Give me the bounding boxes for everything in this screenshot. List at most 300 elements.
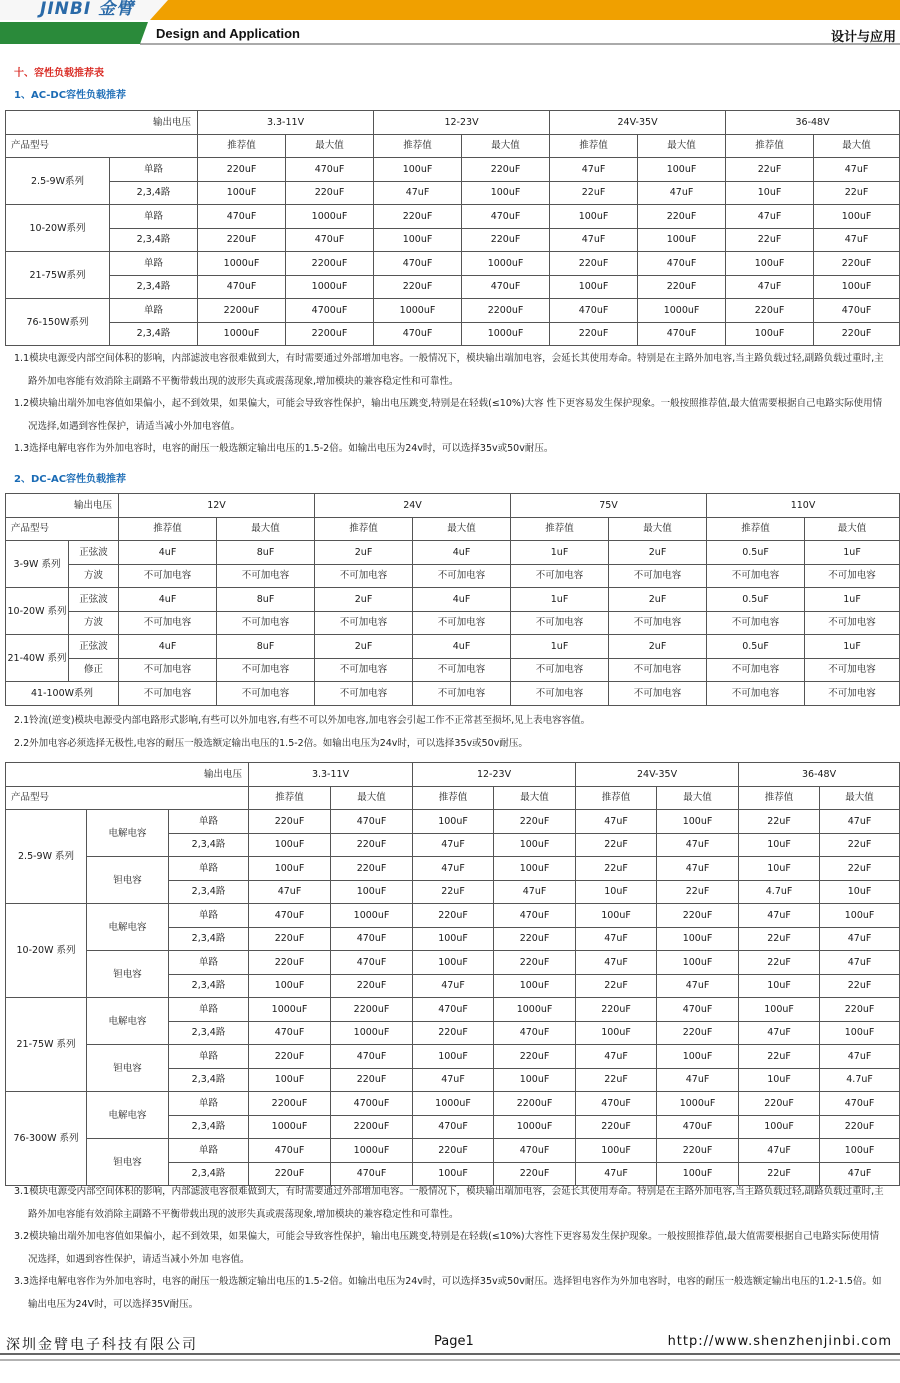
capacitance-value: 470uF [820,1092,900,1116]
output-path: 2,3,4路 [110,322,198,346]
capacitance-value: 2uF [315,635,413,659]
capacitance-value: 220uF [820,1115,900,1139]
capacitance-value: 100uF [413,810,494,834]
table-row [6,181,900,205]
capacitance-value: 100uF [638,228,726,252]
voltage-range-header: 12-23V [374,111,550,135]
capacitance-value: 220uF [249,927,331,951]
output-path: 单路 [169,810,249,834]
capacitance-value: 220uF [413,1021,494,1045]
capacitance-value: 220uF [814,252,900,276]
capacitance-value: 2200uF [286,322,374,346]
capacitance-value: 1000uF [638,299,726,323]
output-path: 单路 [169,998,249,1022]
table-row [6,857,900,881]
subsection-dc-ac: 2、DC-AC容性负载推荐 [14,474,127,485]
capacitor-type: 电解电容 [87,904,169,951]
capacitance-value: 470uF [198,205,286,229]
capacitance-value: 不可加电容 [609,658,707,682]
recommended-header: 推荐值 [739,786,820,810]
capacitance-value: 47uF [550,228,638,252]
logo: JINBI 金臂 [40,0,135,19]
capacitance-value: 1uF [511,541,609,565]
capacitance-value: 47uF [576,1162,657,1186]
capacitance-value: 4.7uF [820,1068,900,1092]
capacitance-value: 不可加电容 [805,611,900,635]
capacitance-value: 22uF [820,833,900,857]
capacitance-value: 1000uF [462,322,550,346]
capacitance-value: 4uF [413,541,511,565]
capacitor-type: 钽电容 [87,1045,169,1092]
capacitance-value: 47uF [739,1021,820,1045]
capacitance-value: 4uF [413,635,511,659]
capacitance-value: 100uF [413,951,494,975]
output-path: 2,3,4路 [169,1115,249,1139]
table-row [6,541,900,565]
capacitance-value: 47uF [413,857,494,881]
capacitance-value: 220uF [494,1045,576,1069]
capacitance-value: 470uF [657,1115,739,1139]
note-paragraph: 3.2模块输出端外加电容值如果偏小，起不到效果，如果偏大，可能会导致容性保护，输出电压跳变,特别是在轻载(≤10%)大容性下更容易发生保护现象。一般按照推荐值,最大值需要根据自己电路实际使用情况选择，如遇到容性保护，请适当减小外加 电容值。 [14,1231,880,1265]
capacitance-value: 470uF [638,252,726,276]
capacitor-type: 钽电容 [87,951,169,998]
capacitance-value: 1000uF [331,904,413,928]
capacitance-value: 47uF [413,1068,494,1092]
capacitance-value: 22uF [820,974,900,998]
capacitance-value: 0.5uF [707,635,805,659]
capacitor-type: 钽电容 [87,857,169,904]
capacitance-value: 470uF [374,252,462,276]
recommended-header: 推荐值 [576,786,657,810]
capacitance-value: 2uF [609,588,707,612]
capacitance-value: 1uF [805,635,900,659]
voltage-range-header: 12-23V [413,763,576,787]
capacitance-value: 1000uF [249,1115,331,1139]
capacitance-value: 100uF [576,904,657,928]
capacitance-value: 47uF [820,927,900,951]
capacitance-value: 100uF [249,974,331,998]
capacitance-value: 47uF [576,810,657,834]
recommended-header: 推荐值 [726,134,814,158]
capacitance-value: 2uF [315,588,413,612]
capacitance-value: 22uF [820,857,900,881]
capacitance-value: 220uF [576,1115,657,1139]
max-header: 最大值 [609,517,707,541]
note-paragraph: 2.2外加电容必须选择无极性,电容的耐压一般选额定输出电压的1.5-2倍。如输出电压为24v时，可以选择35v或50v耐压。 [14,737,528,749]
table-row [6,682,900,706]
capacitance-value: 220uF [331,857,413,881]
voltage-range-header: 24V-35V [550,111,726,135]
model-series: 10-20W系列 [6,205,110,252]
output-path: 2,3,4路 [169,1021,249,1045]
title-english: Design and Application [156,26,300,41]
capacitance-value: 0.5uF [707,541,805,565]
page-number: Page1 [434,1334,474,1349]
table-row [6,1045,900,1069]
capacitance-value: 220uF [657,1139,739,1163]
capacitance-value: 22uF [576,1068,657,1092]
capacitance-value: 100uF [638,158,726,182]
capacitance-value: 不可加电容 [315,658,413,682]
capacitance-value: 1000uF [494,998,576,1022]
capacitance-value: 47uF [550,158,638,182]
capacitance-value: 100uF [374,158,462,182]
page-footer [0,1328,900,1383]
capacitance-value: 不可加电容 [805,658,900,682]
model-header-label: 产品型号 [6,517,119,541]
capacitance-value: 220uF [374,205,462,229]
capacitance-value: 1uF [805,541,900,565]
max-header: 最大值 [494,786,576,810]
capacitance-value: 220uF [638,205,726,229]
capacitance-value: 470uF [576,1092,657,1116]
max-header: 最大值 [331,786,413,810]
capacitance-value: 100uF [198,181,286,205]
capacitance-value: 100uF [820,904,900,928]
capacitance-value: 220uF [462,228,550,252]
capacitance-value: 不可加电容 [413,564,511,588]
capacitance-value: 220uF [726,299,814,323]
table-row [6,1139,900,1163]
dc-ac-notes [14,710,886,755]
capacitance-value: 47uF [739,1139,820,1163]
capacitance-value: 470uF [331,1162,413,1186]
capacitance-value: 10uF [576,880,657,904]
recommended-header: 推荐值 [315,517,413,541]
capacitance-value: 2200uF [494,1092,576,1116]
capacitance-value: 47uF [576,951,657,975]
capacitance-value: 47uF [657,974,739,998]
capacitance-value: 1000uF [462,252,550,276]
output-path: 单路 [110,205,198,229]
output-path: 2,3,4路 [110,181,198,205]
output-path: 2,3,4路 [169,974,249,998]
waveform-type: 修正 [69,658,119,682]
capacitance-value: 1000uF [286,205,374,229]
capacitance-value: 2200uF [249,1092,331,1116]
waveform-type: 正弦波 [69,588,119,612]
capacitance-value: 470uF [494,1139,576,1163]
capacitance-value: 22uF [413,880,494,904]
capacitance-value: 47uF [657,857,739,881]
capacitance-value: 10uF [739,974,820,998]
model-header-label: 产品型号 [6,786,249,810]
capacitance-value: 1000uF [374,299,462,323]
subsection-ac-dc: 1、AC-DC容性负载推荐 [14,90,127,101]
capacitance-value: 100uF [374,228,462,252]
note-paragraph: 1.1模块电源受内部空间体积的影响，内部滤波电容很难做到大，有时需要通过外部增加电容。一般情况下，模块输出端加电容，会延长其使用寿命。特别是在主路外加电容,当主路负载过轻,副路负载过重时,主路外加电容能有效消除主副路不平衡带载出现的波形失真或震荡现象,增加模块的兼容稳定性和可靠性。 [14,353,884,387]
capacitance-value: 100uF [462,181,550,205]
table-row [6,1092,900,1116]
capacitance-value: 22uF [739,1045,820,1069]
recommended-header: 推荐值 [374,134,462,158]
capacitance-value: 220uF [198,158,286,182]
output-path: 2,3,4路 [169,833,249,857]
model-series: 2.5-9W系列 [6,158,110,205]
capacitance-value: 220uF [249,810,331,834]
capacitance-value: 10uF [739,1068,820,1092]
capacitance-value: 不可加电容 [511,658,609,682]
table-row [6,611,900,635]
model-series: 3-9W 系列 [6,541,69,588]
capacitance-value: 220uF [820,998,900,1022]
capacitance-value: 47uF [657,833,739,857]
table-row [6,299,900,323]
voltage-header: 110V [707,494,900,518]
model-series: 21-75W 系列 [6,998,87,1092]
capacitance-value: 100uF [576,1021,657,1045]
capacitance-value: 22uF [550,181,638,205]
capacitance-value: 不可加电容 [119,682,217,706]
capacitance-value: 100uF [576,1139,657,1163]
capacitor-type-table [5,762,900,1186]
max-header: 最大值 [462,134,550,158]
model-series: 21-40W 系列 [6,635,69,682]
page-header [0,0,900,50]
capacitance-value: 不可加电容 [315,564,413,588]
capacitance-value: 22uF [739,810,820,834]
capacitance-value: 不可加电容 [315,611,413,635]
capacitance-value: 220uF [638,275,726,299]
capacitance-value: 470uF [494,904,576,928]
capacitance-value: 100uF [726,322,814,346]
capacitance-value: 1000uF [198,322,286,346]
capacitance-value: 不可加电容 [217,564,315,588]
table-row [6,635,900,659]
capacitance-value: 47uF [739,904,820,928]
capacitance-value: 100uF [494,857,576,881]
note-paragraph: 3.1模块电源受内部空间体积的影响，内部滤波电容很难做到大，有时需要通过外部增加电容。一般情况下，模块输出端加电容，会延长其使用寿命。特别是在主路外加电容,当主路负载过轻,副路负载过重时,主路外加电容能有效消除主副路不平衡带载出现的波形失真或震荡现象,增加模块的兼容稳定性和可靠性。 [14,1186,884,1220]
output-path: 单路 [169,1045,249,1069]
capacitance-value: 47uF [413,833,494,857]
max-header: 最大值 [657,786,739,810]
note-paragraph: 1.3选择电解电容作为外加电容时，电容的耐压一般选额定输出电压的1.5-2倍。如输出电压为24v时，可以选择35v或50v耐压。 [14,443,554,454]
model-series: 2.5-9W 系列 [6,810,87,904]
table-row [6,252,900,276]
capacitance-value: 22uF [657,880,739,904]
output-path: 单路 [169,1092,249,1116]
capacitance-value: 不可加电容 [609,611,707,635]
capacitance-value: 不可加电容 [609,682,707,706]
capacitance-value: 47uF [576,927,657,951]
capacitance-value: 100uF [249,833,331,857]
green-band [0,22,148,44]
capacitance-value: 470uF [494,1021,576,1045]
capacitance-value: 220uF [249,1162,331,1186]
capacitance-value: 220uF [413,904,494,928]
capacitance-value: 4700uF [286,299,374,323]
capacitance-value: 100uF [331,880,413,904]
capacitance-value: 2200uF [286,252,374,276]
capacitance-value: 470uF [249,1021,331,1045]
capacitance-value: 22uF [576,857,657,881]
capacitance-value: 47uF [814,158,900,182]
capacitance-value: 1000uF [494,1115,576,1139]
capacitance-value: 10uF [739,857,820,881]
voltage-range-header: 24V-35V [576,763,739,787]
table-row [6,322,900,346]
voltage-range-header: 36-48V [739,763,900,787]
title-chinese: 设计与应用 [830,30,896,45]
capacitance-value: 47uF [820,810,900,834]
capacitance-value: 1000uF [413,1092,494,1116]
capacitance-value: 47uF [820,1162,900,1186]
max-header: 最大值 [413,517,511,541]
capacitance-value: 不可加电容 [511,682,609,706]
capacitance-value: 0.5uF [707,588,805,612]
capacitance-value: 47uF [726,275,814,299]
capacitance-value: 47uF [814,228,900,252]
capacitance-value: 100uF [739,998,820,1022]
output-path: 单路 [110,252,198,276]
capacitance-value: 100uF [657,810,739,834]
capacitance-value: 不可加电容 [315,682,413,706]
capacitance-value: 2200uF [462,299,550,323]
capacitance-value: 1uF [805,588,900,612]
capacitance-value: 10uF [820,880,900,904]
voltage-header: 75V [511,494,707,518]
orange-band [150,0,900,20]
voltage-header-label: 输出电压 [6,111,198,135]
note-paragraph: 3.3选择电解电容作为外加电容时，电容的耐压一般选额定输出电压的1.5-2倍。如输出电压为24v时，可以选择35v或50v耐压。选择钽电容作为外加电容时，电容的耐压一般选额定输出电压的1.2-1.5倍。如输出电压为24V时，可以选择35V耐压。 [14,1276,882,1310]
capacitance-value: 470uF [249,904,331,928]
capacitance-value: 470uF [198,275,286,299]
header-banner [0,0,900,50]
capacitance-value: 100uF [820,1021,900,1045]
table-row [6,564,900,588]
table-row [6,588,900,612]
table-row [6,998,900,1022]
output-path: 单路 [169,951,249,975]
capacitance-value: 不可加电容 [119,564,217,588]
capacitance-value: 47uF [820,1045,900,1069]
recommended-header: 推荐值 [707,517,805,541]
capacitance-value: 22uF [739,927,820,951]
capacitance-value: 22uF [576,974,657,998]
capacitance-value: 470uF [413,1115,494,1139]
capacitance-value: 470uF [331,810,413,834]
note-paragraph: 1.2模块输出端外加电容值如果偏小，起不到效果，如果偏大，可能会导致容性保护，输出电压跳变,特别是在轻载(≤10%)大容 性下更容易发生保护现象。一般按照推荐值,最大值需要根据自己电路实际使用情况选择,如遇到容性保护，请适当减小外加电容值。 [14,398,883,432]
voltage-range-header: 36-48V [726,111,900,135]
max-header: 最大值 [805,517,900,541]
voltage-header-label: 输出电压 [6,763,249,787]
output-path: 单路 [110,158,198,182]
output-path: 单路 [110,299,198,323]
dc-ac-table [5,493,900,706]
output-path: 2,3,4路 [110,228,198,252]
capacitance-value: 100uF [413,1045,494,1069]
capacitance-value: 47uF [413,974,494,998]
capacitance-value: 220uF [331,1068,413,1092]
capacitance-value: 470uF [286,228,374,252]
capacitance-value: 22uF [576,833,657,857]
capacitance-value: 8uF [217,541,315,565]
capacitance-value: 220uF [550,322,638,346]
table-row [6,228,900,252]
capacitance-value: 2uF [609,541,707,565]
capacitance-value: 47uF [374,181,462,205]
capacitor-notes [14,1181,886,1316]
table-row [6,810,900,834]
voltage-header-label: 输出电压 [6,494,119,518]
section-title: 十、容性负载推荐表 [14,68,104,79]
capacitance-value: 4700uF [331,1092,413,1116]
capacitance-value: 100uF [494,1068,576,1092]
capacitance-value: 220uF [657,1021,739,1045]
capacitance-value: 470uF [657,998,739,1022]
company-name: 深圳金臂电子科技有限公司 [6,1337,198,1353]
capacitance-value: 不可加电容 [413,658,511,682]
capacitance-value: 不可加电容 [217,682,315,706]
capacitance-value: 47uF [820,951,900,975]
capacitance-value: 100uF [494,974,576,998]
capacitance-value: 470uF [462,205,550,229]
max-header: 最大值 [638,134,726,158]
model-series: 10-20W 系列 [6,904,87,998]
capacitance-value: 220uF [374,275,462,299]
model-header-label: 产品型号 [6,134,198,158]
capacitance-value: 470uF [286,158,374,182]
capacitance-value: 4uF [119,635,217,659]
capacitance-value: 不可加电容 [217,658,315,682]
voltage-range-header: 3.3-11V [249,763,413,787]
capacitance-value: 100uF [814,205,900,229]
capacitance-value: 22uF [739,951,820,975]
capacitance-value: 10uF [739,833,820,857]
max-header: 最大值 [820,786,900,810]
capacitance-value: 4.7uF [739,880,820,904]
capacitance-value: 不可加电容 [413,611,511,635]
capacitance-value: 100uF [657,1045,739,1069]
output-path: 单路 [169,857,249,881]
capacitance-value: 22uF [739,1162,820,1186]
capacitance-value: 不可加电容 [119,611,217,635]
capacitance-value: 220uF [462,158,550,182]
capacitance-value: 1000uF [331,1139,413,1163]
capacitance-value: 220uF [494,927,576,951]
capacitance-value: 不可加电容 [707,564,805,588]
capacitance-value: 100uF [657,927,739,951]
capacitance-value: 2200uF [331,998,413,1022]
output-path: 2,3,4路 [169,927,249,951]
table-row [6,275,900,299]
capacitance-value: 22uF [814,181,900,205]
capacitance-value: 8uF [217,588,315,612]
capacitance-value: 220uF [198,228,286,252]
capacitance-value: 47uF [638,181,726,205]
capacitance-value: 不可加电容 [707,658,805,682]
capacitance-value: 1000uF [198,252,286,276]
capacitance-value: 220uF [249,951,331,975]
capacitance-value: 470uF [249,1139,331,1163]
max-header: 最大值 [286,134,374,158]
capacitance-value: 100uF [413,927,494,951]
capacitance-value: 不可加电容 [217,611,315,635]
recommended-header: 推荐值 [511,517,609,541]
output-path: 单路 [169,904,249,928]
capacitance-value: 220uF [550,252,638,276]
capacitance-value: 470uF [331,927,413,951]
output-path: 2,3,4路 [110,275,198,299]
recommended-header: 推荐值 [550,134,638,158]
capacitance-value: 47uF [576,1045,657,1069]
ac-dc-notes [14,348,886,461]
capacitance-value: 220uF [331,974,413,998]
voltage-header: 12V [119,494,315,518]
capacitance-value: 1000uF [286,275,374,299]
capacitance-value: 2uF [609,635,707,659]
model-series: 76-150W系列 [6,299,110,346]
